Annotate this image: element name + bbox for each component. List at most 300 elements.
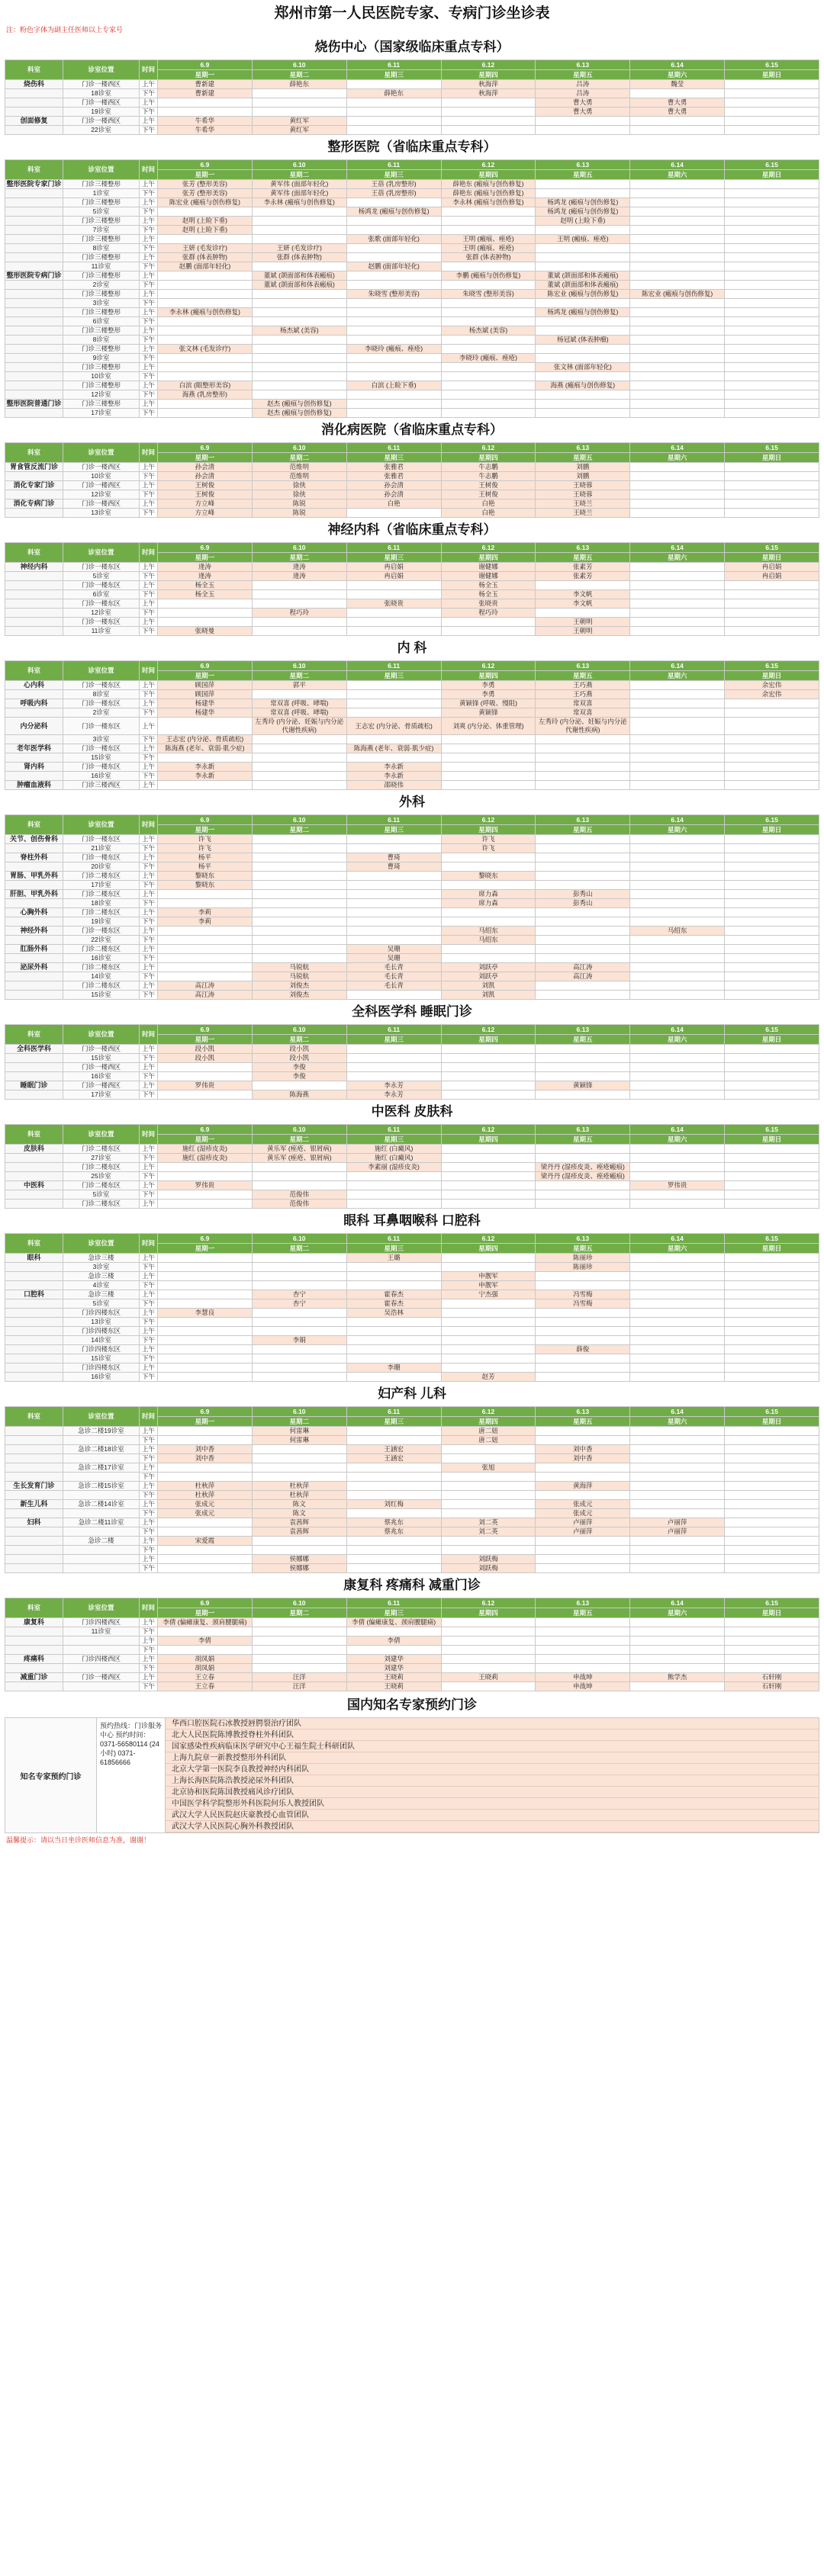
header-date: 6.13 <box>536 1598 630 1608</box>
dept-cell <box>5 981 63 991</box>
period-cell: 上午 <box>140 963 158 972</box>
schedule-row <box>5 1454 819 1463</box>
doctor-cell <box>630 1309 725 1318</box>
schedule-row <box>5 936 819 945</box>
dept-cell <box>5 326 63 336</box>
period-cell: 下午 <box>140 126 158 135</box>
doctor-cell <box>252 872 346 881</box>
header-weekday: 星期六 <box>630 1417 725 1427</box>
room-cell: 急诊三楼 <box>63 1254 140 1263</box>
room-cell: 门诊三楼整形 <box>63 235 140 244</box>
room-cell: 17诊室 <box>63 1090 140 1100</box>
doctor-cell <box>630 708 725 718</box>
doctor-cell: 袁茜辉 <box>252 1518 346 1527</box>
doctor-cell <box>158 409 253 418</box>
doctor-cell <box>536 945 630 954</box>
famous-expert-section <box>5 1693 819 1833</box>
room-cell: 6诊室 <box>63 590 140 599</box>
doctor-cell <box>630 1172 725 1181</box>
doctor-cell: 霍春杰 <box>346 1290 441 1299</box>
doctor-cell: 朱晓雪 (整形美容) <box>346 290 441 299</box>
dept-cell <box>5 1172 63 1181</box>
dept-cell <box>5 1463 63 1473</box>
doctor-cell <box>725 226 819 235</box>
doctor-cell <box>630 1272 725 1281</box>
period-cell: 下午 <box>140 972 158 981</box>
doctor-cell <box>252 1318 346 1327</box>
doctor-cell: 马锐航 <box>252 972 346 981</box>
doctor-cell <box>441 1354 536 1363</box>
period-cell: 下午 <box>140 627 158 636</box>
doctor-cell <box>725 853 819 862</box>
famous-expert-item: 国家感染性疾病临床医学研究中心王福生院士科研团队 <box>166 1741 819 1752</box>
doctor-cell: 赵鹏 (面部年轻化) <box>158 262 253 271</box>
doctor-cell: 刘中香 <box>536 1454 630 1463</box>
doctor-cell <box>346 1263 441 1272</box>
doctor-cell <box>630 1555 725 1564</box>
doctor-cell <box>536 1491 630 1500</box>
doctor-cell <box>158 1290 253 1299</box>
doctor-cell <box>725 1463 819 1473</box>
doctor-cell: 何雷琳 <box>252 1436 346 1445</box>
doctor-cell <box>725 1473 819 1482</box>
doctor-cell <box>725 299 819 308</box>
doctor-cell: 冯雪梅 <box>536 1290 630 1299</box>
room-cell: 5诊室 <box>63 1299 140 1309</box>
header-weekday: 星期五 <box>536 70 630 80</box>
doctor-cell: 王晓蓉 <box>536 490 630 499</box>
dept-cell: 生长发育门诊 <box>5 1482 63 1491</box>
doctor-cell <box>725 927 819 936</box>
room-cell: 门诊三楼整形 <box>63 198 140 207</box>
doctor-cell <box>630 972 725 981</box>
doctor-cell <box>252 381 346 390</box>
room-cell: 门诊一楼东区 <box>63 744 140 753</box>
doctor-cell <box>536 581 630 590</box>
doctor-cell: 赵明 (上睑下垂) <box>536 217 630 226</box>
doctor-cell: 陈文 <box>252 1500 346 1509</box>
room-cell: 13诊室 <box>63 509 140 518</box>
doctor-cell <box>346 217 441 226</box>
header-weekday: 星期日 <box>725 825 819 835</box>
dept-cell <box>5 690 63 699</box>
page-title: 郑州市第一人民医院专家、专病门诊坐诊表 <box>274 5 550 21</box>
doctor-cell: 张成元 <box>536 1500 630 1509</box>
dept-cell <box>5 1327 63 1336</box>
header-weekday: 星期二 <box>252 1135 346 1145</box>
room-cell: 急诊二楼 <box>63 1537 140 1546</box>
period-cell: 上午 <box>140 872 158 881</box>
header-date: 6.15 <box>725 543 819 553</box>
header-date: 6.10 <box>252 1234 346 1244</box>
room-cell <box>63 1473 140 1482</box>
doctor-cell: 宁杰强 <box>441 1290 536 1299</box>
schedule-row <box>5 1664 819 1673</box>
doctor-cell <box>441 317 536 326</box>
doctor-cell <box>346 117 441 126</box>
doctor-cell: 秋海萍 <box>441 89 536 98</box>
doctor-cell: 范维明 <box>252 472 346 481</box>
header-weekday: 星期四 <box>441 1244 536 1254</box>
period-cell: 上午 <box>140 1482 158 1491</box>
doctor-cell <box>252 1373 346 1382</box>
doctor-cell: 邵晓伟 <box>346 781 441 790</box>
doctor-cell <box>441 627 536 636</box>
doctor-cell <box>536 1473 630 1482</box>
header-date: 6.12 <box>441 1025 536 1035</box>
doctor-cell <box>630 872 725 881</box>
room-cell: 门诊二楼东区 <box>63 872 140 881</box>
doctor-cell: 王晓莉 <box>441 1673 536 1682</box>
doctor-cell <box>536 409 630 418</box>
room-cell: 门诊二楼东区 <box>63 945 140 954</box>
section-title: 全科医学科 睡眠门诊 <box>352 1004 472 1019</box>
doctor-cell: 范俊伟 <box>252 1190 346 1200</box>
doctor-cell <box>158 1564 253 1573</box>
doctor-cell <box>725 1272 819 1281</box>
doctor-cell <box>158 1063 253 1072</box>
dept-cell: 胃食管反流门诊 <box>5 463 63 472</box>
doctor-cell <box>725 1454 819 1463</box>
doctor-cell: 李永新 <box>346 772 441 781</box>
doctor-cell <box>630 1254 725 1263</box>
doctor-cell <box>346 1564 441 1573</box>
doctor-cell <box>441 1363 536 1373</box>
doctor-cell <box>252 735 346 744</box>
header-weekday: 星期一 <box>158 1135 253 1145</box>
doctor-cell <box>725 963 819 972</box>
header-date: 6.12 <box>441 160 536 170</box>
dept-cell <box>5 336 63 345</box>
dept-cell: 妇科 <box>5 1518 63 1527</box>
schedule-table <box>5 660 819 790</box>
doctor-cell <box>725 890 819 899</box>
doctor-cell: 李永林 (瘢痕与创伤修复) <box>158 308 253 317</box>
schedule-row <box>5 899 819 908</box>
doctor-cell <box>725 744 819 753</box>
doctor-cell: 牛志鹏 <box>441 472 536 481</box>
doctor-cell <box>725 908 819 917</box>
header-weekday: 星期三 <box>346 1035 441 1045</box>
header-dept: 科室 <box>5 160 63 180</box>
doctor-cell <box>630 991 725 1000</box>
dept-cell <box>5 1281 63 1290</box>
doctor-cell: 李倩 (偏瘫康复、颈肩腰腿痛) <box>158 1618 253 1627</box>
period-cell: 上午 <box>140 581 158 590</box>
doctor-cell <box>252 1618 346 1627</box>
doctor-cell <box>536 1090 630 1100</box>
dept-cell: 脊柱外科 <box>5 853 63 862</box>
doctor-cell <box>346 1190 441 1200</box>
doctor-cell <box>252 853 346 862</box>
doctor-cell <box>630 1263 725 1272</box>
doctor-cell <box>725 917 819 927</box>
dept-cell <box>5 98 63 108</box>
doctor-cell: 席力森 <box>441 890 536 899</box>
dept-cell <box>5 244 63 253</box>
doctor-cell: 黄海萍 <box>536 1482 630 1491</box>
doctor-cell <box>630 772 725 781</box>
doctor-cell: 白艳 <box>441 509 536 518</box>
dept-cell <box>5 572 63 581</box>
period-cell: 上午 <box>140 117 158 126</box>
doctor-cell: 李勇 <box>441 681 536 690</box>
doctor-cell: 赵杰 (瘢痕与创伤修复) <box>252 400 346 409</box>
doctor-cell: 李珊 <box>346 1363 441 1373</box>
schedule-row <box>5 781 819 790</box>
doctor-cell: 刘二英 <box>441 1527 536 1537</box>
doctor-cell <box>536 400 630 409</box>
doctor-cell <box>252 345 346 354</box>
doctor-cell: 张旭 <box>441 1463 536 1473</box>
doctor-cell <box>158 1072 253 1081</box>
period-cell: 下午 <box>140 299 158 308</box>
schedule-row <box>5 1181 819 1190</box>
doctor-cell: 白艳 <box>346 499 441 509</box>
header-date: 6.10 <box>252 1025 346 1035</box>
header-date: 6.11 <box>346 543 441 553</box>
doctor-cell <box>158 781 253 790</box>
period-cell: 上午 <box>140 1363 158 1373</box>
dept-cell <box>5 472 63 481</box>
header-date: 6.13 <box>536 815 630 825</box>
period-cell: 下午 <box>140 1090 158 1100</box>
doctor-cell: 杨鸿龙 (瘢痕与创伤修复) <box>346 207 441 217</box>
dept-cell <box>5 618 63 627</box>
doctor-cell: 施红 (湿疹皮炎) <box>158 1145 253 1154</box>
period-cell: 上午 <box>140 1618 158 1627</box>
schedule-row <box>5 908 819 917</box>
doctor-cell: 张成元 <box>536 1509 630 1518</box>
dept-cell <box>5 207 63 217</box>
header-date: 6.13 <box>536 60 630 70</box>
room-cell: 8诊室 <box>63 336 140 345</box>
doctor-cell <box>630 89 725 98</box>
dept-cell <box>5 345 63 354</box>
doctor-cell: 黄颖锋 <box>441 708 536 718</box>
doctor-cell <box>630 189 725 198</box>
doctor-cell <box>158 1281 253 1290</box>
doctor-cell: 徐侠 <box>252 481 346 490</box>
period-cell: 上午 <box>140 599 158 609</box>
header-date: 6.15 <box>725 815 819 825</box>
doctor-cell <box>630 890 725 899</box>
room-cell: 门诊四楼西区 <box>63 1655 140 1664</box>
doctor-cell <box>630 690 725 699</box>
doctor-cell <box>630 262 725 271</box>
schedule-row <box>5 1636 819 1646</box>
doctor-cell <box>346 1555 441 1564</box>
doctor-cell <box>441 1145 536 1154</box>
room-cell: 门诊二楼东区 <box>63 908 140 917</box>
room-cell: 17诊室 <box>63 409 140 418</box>
doctor-cell: 杨平 <box>158 853 253 862</box>
doctor-cell <box>536 317 630 326</box>
doctor-cell: 杜秋萍 <box>252 1482 346 1491</box>
schedule-row <box>5 1063 819 1072</box>
header-room: 诊室位置 <box>63 1125 140 1145</box>
dept-cell <box>5 1555 63 1564</box>
doctor-cell: 黎晓东 <box>441 872 536 881</box>
dept-cell <box>5 381 63 390</box>
doctor-cell <box>725 317 819 326</box>
doctor-cell <box>536 1664 630 1673</box>
doctor-cell: 罗伟贵 <box>158 1081 253 1090</box>
doctor-cell <box>252 390 346 400</box>
schedule-row <box>5 1518 819 1527</box>
dept-cell <box>5 89 63 98</box>
dept-cell <box>5 1427 63 1436</box>
dept-cell: 康复科 <box>5 1618 63 1627</box>
schedule-table <box>5 59 819 135</box>
dept-cell <box>5 189 63 198</box>
header-date: 6.12 <box>441 1598 536 1608</box>
dept-cell <box>5 1200 63 1209</box>
doctor-cell <box>630 1090 725 1100</box>
doctor-cell <box>346 708 441 718</box>
doctor-cell: 马锐航 <box>252 963 346 972</box>
doctor-cell <box>725 735 819 744</box>
header-date: 6.12 <box>441 443 536 453</box>
famous-expert-item: 北大人民医院陈博教授脊柱外科团队 <box>166 1730 819 1741</box>
doctor-cell: 刘凯 <box>441 981 536 991</box>
dept-cell <box>5 226 63 235</box>
doctor-cell <box>725 354 819 363</box>
doctor-cell: 李莉 <box>158 917 253 927</box>
room-cell: 16诊室 <box>63 1072 140 1081</box>
doctor-cell: 杜秋萍 <box>158 1482 253 1491</box>
doctor-cell <box>725 1491 819 1500</box>
doctor-cell: 赵明 (上睑下垂) <box>158 226 253 235</box>
doctor-cell <box>252 363 346 372</box>
schedule-row <box>5 271 819 281</box>
doctor-cell <box>630 299 725 308</box>
doctor-cell <box>441 1327 536 1336</box>
doctor-cell <box>725 1145 819 1154</box>
doctor-cell: 许飞 <box>441 844 536 853</box>
doctor-cell <box>630 1063 725 1072</box>
period-cell: 下午 <box>140 472 158 481</box>
room-cell: 门诊三楼整形 <box>63 400 140 409</box>
dept-cell: 疼痛科 <box>5 1655 63 1664</box>
room-cell: 门诊三楼整形 <box>63 271 140 281</box>
header-weekday: 星期日 <box>725 70 819 80</box>
doctor-cell <box>725 180 819 189</box>
doctor-cell: 唐二妞 <box>441 1427 536 1436</box>
doctor-cell <box>536 1363 630 1373</box>
doctor-cell <box>252 763 346 772</box>
schedule-row <box>5 1336 819 1345</box>
doctor-cell <box>725 1072 819 1081</box>
room-cell <box>63 1509 140 1518</box>
dept-cell <box>5 1190 63 1200</box>
doctor-cell <box>158 1272 253 1281</box>
dept-cell <box>5 1445 63 1454</box>
period-cell: 下午 <box>140 1491 158 1500</box>
doctor-cell <box>536 1436 630 1445</box>
doctor-cell: 王立春 <box>158 1673 253 1682</box>
famous-expert-item: 武汉大学人民医院赵庆豪教授心血管团队 <box>166 1810 819 1821</box>
room-cell: 15诊室 <box>63 991 140 1000</box>
doctor-cell <box>536 1537 630 1546</box>
doctor-cell <box>630 1618 725 1627</box>
doctor-cell <box>725 207 819 217</box>
doctor-cell <box>346 308 441 317</box>
period-cell: 下午 <box>140 899 158 908</box>
doctor-cell <box>158 1518 253 1527</box>
doctor-cell <box>536 262 630 271</box>
room-cell: 9诊室 <box>63 354 140 363</box>
header-date: 6.9 <box>158 1407 253 1417</box>
doctor-cell: 李永芳 <box>346 1090 441 1100</box>
doctor-cell <box>536 1145 630 1154</box>
header-weekday: 星期三 <box>346 1244 441 1254</box>
doctor-cell <box>630 271 725 281</box>
doctor-cell <box>630 253 725 262</box>
doctor-cell <box>441 1072 536 1081</box>
dept-cell <box>5 354 63 363</box>
doctor-cell <box>346 1318 441 1327</box>
header-period: 时间 <box>140 1598 158 1618</box>
dept-cell <box>5 1345 63 1354</box>
period-cell: 上午 <box>140 1163 158 1172</box>
doctor-cell <box>441 1445 536 1454</box>
famous-expert-item: 中国医学科学院整形外科医院何乐人教授团队 <box>166 1798 819 1810</box>
header-date: 6.13 <box>536 1234 630 1244</box>
header-weekday: 星期三 <box>346 453 441 463</box>
notice-text: 注：粉色字体为副主任医师以上专家号 <box>6 26 124 34</box>
doctor-cell <box>158 1345 253 1354</box>
dept-cell <box>5 1564 63 1573</box>
doctor-cell <box>158 1555 253 1564</box>
dept-cell <box>5 590 63 599</box>
doctor-cell <box>725 1327 819 1336</box>
doctor-cell: 王朝明 <box>536 618 630 627</box>
period-cell: 上午 <box>140 235 158 244</box>
doctor-cell: 魏莹 <box>630 80 725 89</box>
doctor-cell: 刘跃梅 <box>441 1555 536 1564</box>
room-cell <box>63 1664 140 1673</box>
dept-cell: 神经外科 <box>5 927 63 936</box>
dept-cell <box>5 308 63 317</box>
doctor-cell <box>346 198 441 207</box>
doctor-cell: 王树俊 <box>158 481 253 490</box>
doctor-cell <box>441 862 536 872</box>
doctor-cell <box>536 244 630 253</box>
doctor-cell: 王树俊 <box>158 490 253 499</box>
doctor-cell <box>725 1309 819 1318</box>
period-cell: 上午 <box>140 290 158 299</box>
doctor-cell <box>630 308 725 317</box>
doctor-cell <box>252 1627 346 1636</box>
doctor-cell <box>441 299 536 308</box>
doctor-cell <box>725 718 819 735</box>
doctor-cell <box>441 1299 536 1309</box>
doctor-cell <box>441 1318 536 1327</box>
schedule-row <box>5 1555 819 1564</box>
doctor-cell <box>630 618 725 627</box>
dept-cell <box>5 281 63 290</box>
doctor-cell <box>536 781 630 790</box>
period-cell: 下午 <box>140 991 158 1000</box>
period-cell: 上午 <box>140 853 158 862</box>
dept-cell <box>5 753 63 763</box>
schedule-row <box>5 299 819 308</box>
period-cell: 上午 <box>140 1673 158 1682</box>
doctor-cell <box>630 1682 725 1691</box>
schedule-row <box>5 1655 819 1664</box>
schedule-row <box>5 1263 819 1272</box>
